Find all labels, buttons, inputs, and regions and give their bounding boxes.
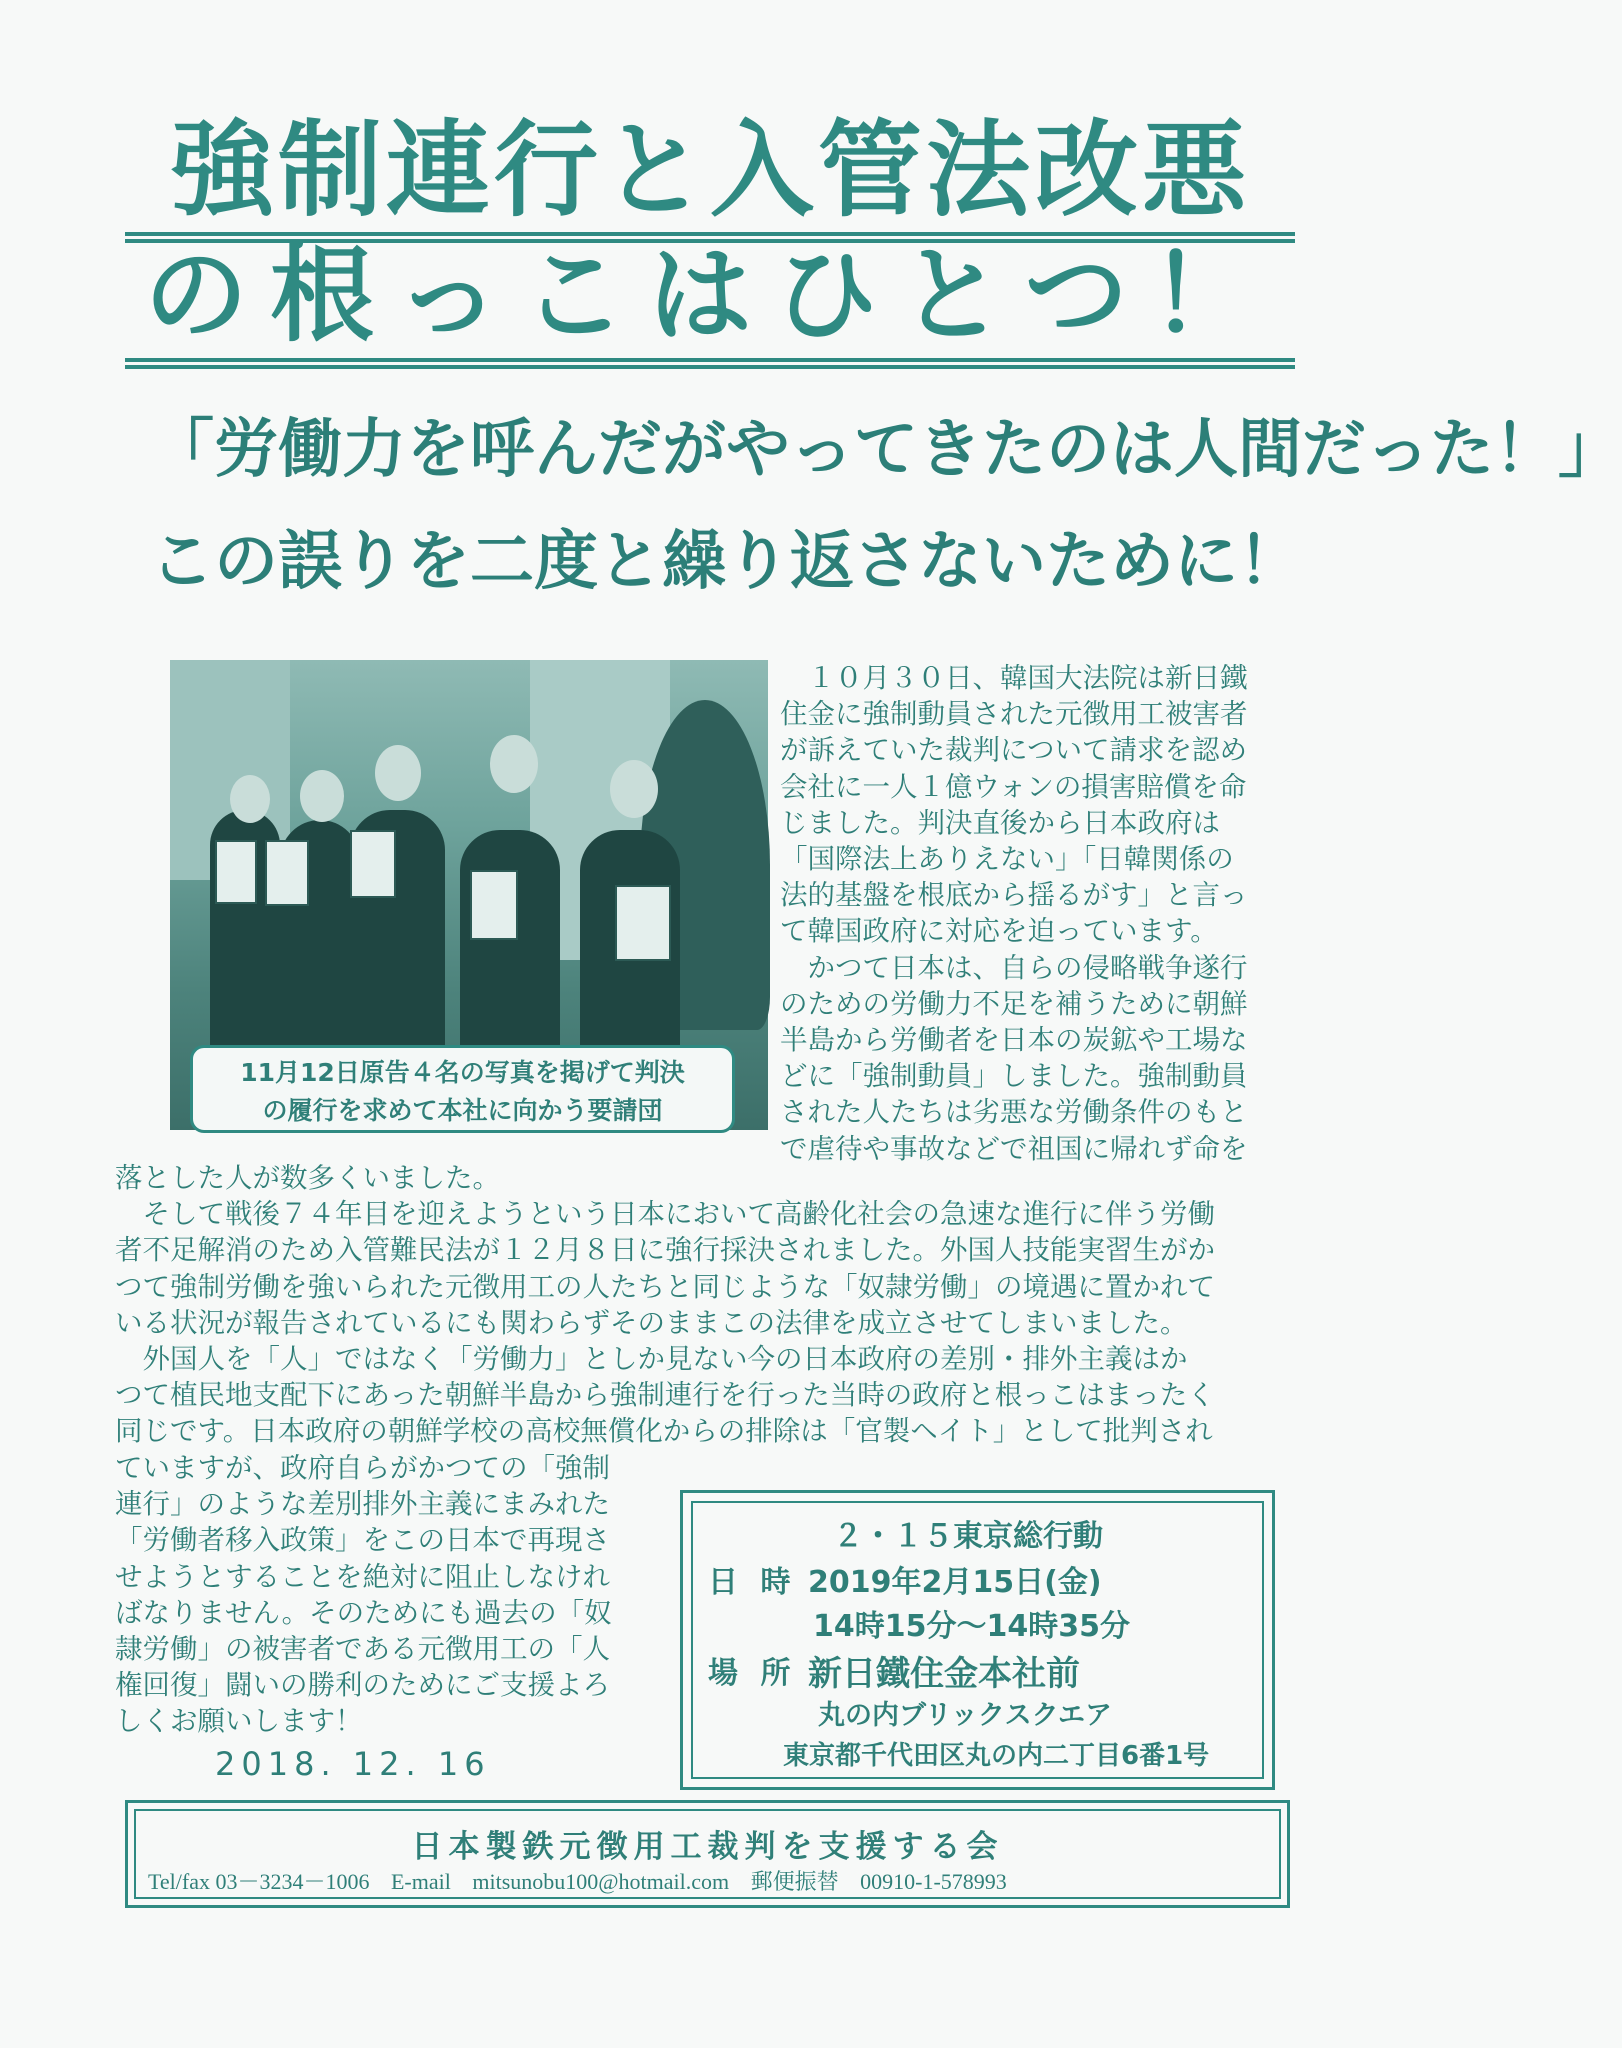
headline-line-1: 強制連行と入管法改悪 [169, 109, 1250, 231]
article-line: 者不足解消のため入管難民法が１２月８日に強行採決されました。外国人技能実習生がか [115, 1234, 1215, 1267]
article-date: 2018. 12. 16 [215, 1745, 491, 1783]
article-line: ばなりません。そのためにも過去の「奴 [115, 1596, 612, 1629]
event-address: 東京都千代田区丸の内二丁目6番1号 [783, 1741, 1210, 1771]
article-line: １０月３０日、韓国大法院は新日鐵 [780, 662, 1248, 694]
article-line: つて植民地支配下にあった朝鮮半島から強制連行を行った当時の政府と根っこはまったく [115, 1379, 1215, 1412]
photo-caption-line-2: の履行を求めて本社に向かう要請団 [262, 1096, 663, 1125]
article-line: ていますが、政府自らがかつての「強制 [115, 1452, 610, 1484]
article-line: 会社に一人１億ウォンの損害賠償を命 [780, 770, 1247, 803]
contact-email-label: E-mail [390, 1869, 451, 1894]
subheadline-line-2: この誤りを二度と繰り返さないために！ [150, 525, 1302, 599]
article-line: 半島から労働者を日本の炭鉱や工場な [780, 1024, 1248, 1057]
organization-box [125, 1800, 1290, 1908]
organization-contact [148, 1865, 1023, 1896]
event-place-label: 場 所 [708, 1656, 797, 1691]
article-line: された人たちは劣悪な労働条件のもと [780, 1096, 1248, 1129]
article-line: で虐待や事故などで祖国に帰れず命を [780, 1132, 1248, 1165]
article-line: つて強制労働を強いられた元徴用工の人たちと同じような「奴隷労働」の境遇に置かれて [115, 1270, 1215, 1303]
event-building: 丸の内ブリックスクエア [818, 1700, 1113, 1731]
organization-name: 日本製鉄元徴用工裁判を支援する会 [411, 1829, 1004, 1865]
article-line: 住金に強制動員された元徴用工被害者 [780, 698, 1248, 731]
event-place-value: 新日鐵住金本社前 [808, 1654, 1080, 1694]
contact-postal-label: 郵便振替 [750, 1869, 839, 1894]
article-line: て韓国政府に対応を迫っています。 [780, 915, 1218, 948]
article-line: せようとすることを絶対に阻止しなけれ [115, 1560, 610, 1593]
article-line: のための労働力不足を補うために朝鮮 [780, 987, 1248, 1020]
photo-caption [190, 1045, 735, 1133]
article-line: 「国際法上ありえない」「日韓関係の [780, 843, 1234, 876]
contact-postal: 00910-1-578993 [860, 1869, 1007, 1894]
article-line: 外国人を「人」ではなく「労働力」としか見ない今の日本政府の差別・排外主義はか [115, 1343, 1188, 1376]
article-line: 隷労働」の被害者である元徴用工の「人 [115, 1633, 610, 1666]
article-line: 連行」のような差別排外主義にまみれた [115, 1488, 610, 1521]
article-line: 「労働者移入政策」をこの日本で再現さ [115, 1524, 610, 1557]
article-line: 同じです。日本政府の朝鮮学校の高校無償化からの排除は「官製ヘイト」として批判され [115, 1415, 1213, 1448]
article-line: 権回復」闘いの勝利のためにご支援よろ [115, 1669, 610, 1702]
event-time-value: 14時15分～14時35分 [813, 1609, 1130, 1644]
headline-rule-4 [125, 365, 1295, 369]
contact-email[interactable]: mitsunobu100@hotmail.com [472, 1869, 730, 1894]
photo-caption-line-1: 11月12日原告４名の写真を掲げて判決 [240, 1058, 685, 1087]
headline-rule-3 [125, 358, 1295, 362]
article-full-text [115, 1160, 1300, 1450]
contact-tel: Tel/fax 03－3234－1006 [148, 1869, 370, 1894]
article-line: じました。判決直後から日本政府は [780, 806, 1220, 839]
event-box [680, 1490, 1275, 1790]
event-date-label: 日 時 [708, 1565, 797, 1600]
article-line: いる状況が報告されているにも関わらずそのままこの法律を成立させてしまいました。 [115, 1306, 1188, 1339]
article-line: 落とした人が数多くいました。 [115, 1162, 500, 1194]
article-line: かつて日本は、自らの侵略戦争遂行 [780, 951, 1248, 984]
article-line: 法的基盤を根底から揺るがす」と言っ [780, 879, 1248, 912]
article-line: しくお願いします！ [115, 1705, 363, 1738]
article-line: どに「強制動員」しました。強制動員 [780, 1060, 1248, 1093]
article-line: そして戦後７４年目を迎えようという日本において高齢化社会の急速な進行に伴う労働 [115, 1198, 1215, 1231]
article-line: が訴えていた裁判について請求を認め [780, 734, 1247, 767]
article-column-text [780, 660, 1300, 1167]
headline-line-2: の根っこはひとつ！ [144, 234, 1276, 356]
subheadline-line-1: 「労働力を呼んだがやってきたのは人間だった！」 [150, 413, 1622, 487]
article-left-text [115, 1450, 645, 1740]
event-title: ２・１５東京総行動 [833, 1519, 1103, 1554]
event-date-value: 2019年2月15日(金) [808, 1565, 1102, 1600]
